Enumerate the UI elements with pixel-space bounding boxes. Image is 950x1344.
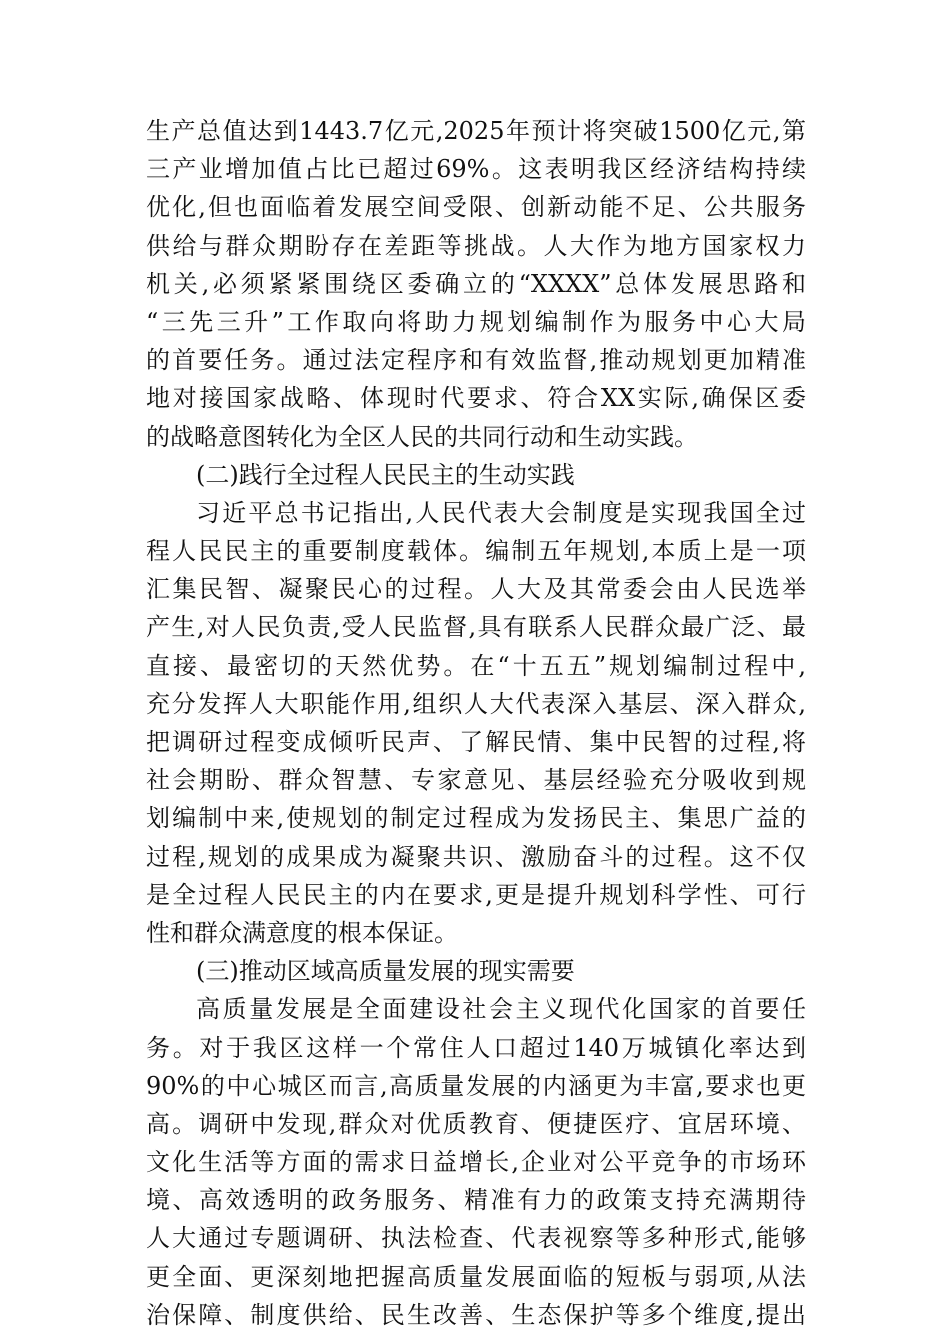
text-line: 的首要任务。通过法定程序和有效监督,推动规划更加精准	[146, 346, 806, 375]
text-line: 治保障、制度供给、民生改善、生态保护等多个维度,提出	[146, 1300, 806, 1329]
text-line: “三先三升”工作取向将助力规划编制作为服务中心大局	[146, 307, 806, 336]
text-line: 充分发挥人大职能作用,组织人大代表深入基层、深入群众,	[146, 689, 806, 718]
text-line: 的战略意图转化为全区人民的共同行动和生动实践。	[146, 422, 698, 451]
text-line: 90%的中心城区而言,高质量发展的内涵更为丰富,要求也更	[146, 1071, 806, 1100]
text-line: 优化,但也面临着发展空间受限、创新动能不足、公共服务	[146, 193, 806, 222]
text-line: 产生,对人民负责,受人民监督,具有联系人民群众最广泛、最	[146, 613, 806, 642]
body-text	[146, 112, 806, 1334]
section-heading: (二)践行全过程人民民主的生动实践	[196, 460, 575, 489]
text-line: 程人民民主的重要制度载体。编制五年规划,本质上是一项	[146, 537, 806, 566]
text-line: 过程,规划的成果成为凝聚共识、激励奋斗的过程。这不仅	[146, 842, 806, 871]
text-line: 文化生活等方面的需求日益增长,企业对公平竞争的市场环	[146, 1148, 806, 1177]
text-line: 地对接国家战略、体现时代要求、符合XX实际,确保区委	[146, 384, 806, 413]
text-line: 划编制中来,使规划的制定过程成为发扬民主、集思广益的	[146, 804, 806, 833]
text-line: 性和群众满意度的根本保证。	[146, 918, 458, 947]
text-line: 务。对于我区这样一个常住人口超过140万城镇化率达到	[146, 1033, 806, 1062]
text-line: 社会期盼、群众智慧、专家意见、基层经验充分吸收到规	[146, 766, 806, 795]
section-heading: (三)推动区域高质量发展的现实需要	[196, 957, 575, 986]
text-line: 是全过程人民民主的内在要求,更是提升规划科学性、可行	[146, 880, 806, 909]
text-line: 直接、最密切的天然优势。在“十五五”规划编制过程中,	[146, 651, 806, 680]
text-line: 机关,必须紧紧围绕区委确立的“XXXX”总体发展思路和	[146, 269, 806, 298]
text-line: 习近平总书记指出,人民代表大会制度是实现我国全过	[196, 498, 806, 527]
text-line: 高。调研中发现,群众对优质教育、便捷医疗、宜居环境、	[146, 1109, 806, 1138]
text-line: 供给与群众期盼存在差距等挑战。人大作为地方国家权力	[146, 231, 806, 260]
text-line: 境、高效透明的政务服务、精准有力的政策支持充满期待	[146, 1186, 806, 1215]
text-line: 三产业增加值占比已超过69%。这表明我区经济结构持续	[146, 155, 806, 184]
text-line: 人大通过专题调研、执法检查、代表视察等多种形式,能够	[146, 1224, 806, 1253]
text-line: 汇集民智、凝聚民心的过程。人大及其常委会由人民选举	[146, 575, 806, 604]
text-line: 把调研过程变成倾听民声、了解民情、集中民智的过程,将	[146, 728, 806, 756]
text-line: 生产总值达到1443.7亿元,2025年预计将突破1500亿元,第	[146, 117, 806, 145]
text-line: 更全面、更深刻地把握高质量发展面临的短板与弱项,从法	[146, 1262, 806, 1291]
text-line: 高质量发展是全面建设社会主义现代化国家的首要任	[196, 995, 806, 1024]
